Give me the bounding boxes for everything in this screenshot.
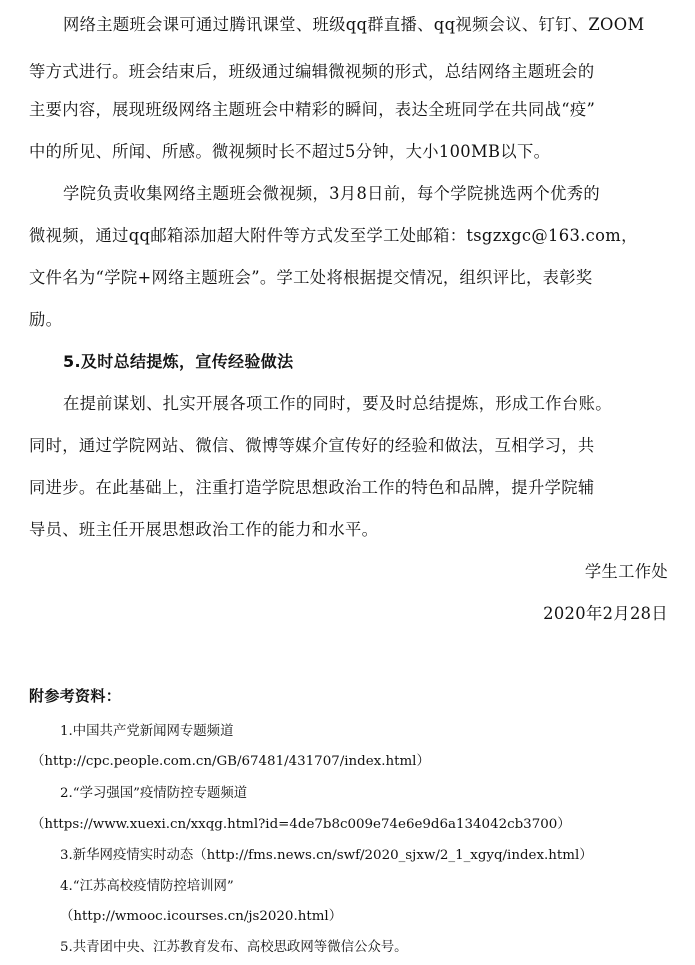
signature-date: 2020年2月28日 <box>543 604 668 623</box>
paragraph-2-line-1: 学院负责收集网络主题班会微视频，3月8日前，每个学院挑选两个优秀的 <box>63 184 600 203</box>
paragraph-3-line-2: 同时，通过学院网站、微信、微博等媒介宣传好的经验和做法，互相学习，共 <box>29 436 595 455</box>
reference-2-title: 2.“学习强国”疫情防控专题频道 <box>60 786 248 801</box>
reference-4-url[interactable]: （http://wmooc.icourses.cn/js2020.html） <box>60 909 343 924</box>
paragraph-2-line-2: 微视频，通过qq邮箱添加超大附件等方式发至学工处邮箱：tsgzxgc@163.com， <box>29 226 638 245</box>
appendix-title: 附参考资料： <box>29 687 122 705</box>
signature-org: 学生工作处 <box>584 562 668 581</box>
reference-1-url[interactable]: （http://cpc.people.com.cn/GB/67481/431707/index.html） <box>31 754 430 769</box>
paragraph-1-line-2: 等方式进行。班会结束后，班级通过编辑微视频的形式，总结网络主题班会的 <box>29 62 595 81</box>
paragraph-3-line-1: 在提前谋划、扎实开展各项工作的同时，要及时总结提炼，形成工作台账。 <box>63 394 612 413</box>
reference-5: 5.共青团中央、江苏教育发布、高校思政网等微信公众号。 <box>60 940 408 955</box>
reference-4-title: 4.“江苏高校疫情防控培训网” <box>60 879 234 894</box>
reference-3[interactable]: 3.新华网疫情实时动态（http://fms.news.cn/swf/2020_sjxw/2_1_xgyq/index.html） <box>60 848 593 863</box>
reference-2-url[interactable]: （https://www.xuexi.cn/xxqg.html?id=4de7b8c009e74e6e9d6a134042cb3700） <box>31 817 571 832</box>
paragraph-1-line-1: 网络主题班会课可通过腾讯课堂、班级qq群直播、qq视频会议、钉钉、ZOOM <box>63 15 645 34</box>
paragraph-2-line-4: 励。 <box>29 310 63 329</box>
reference-1-title: 1.中国共产党新闻网专题频道 <box>60 724 234 739</box>
section-heading-5: 5.及时总结提炼，宣传经验做法 <box>63 352 294 371</box>
paragraph-2-line-3: 文件名为“学院+网络主题班会”。学工处将根据提交情况，组织评比，表彰奖 <box>29 268 593 287</box>
paragraph-3-line-3: 同进步。在此基础上，注重打造学院思想政治工作的特色和品牌，提升学院辅 <box>29 478 595 497</box>
paragraph-1-line-4: 中的所见、所闻、所感。微视频时长不超过5分钟，大小100MB以下。 <box>29 142 551 161</box>
paragraph-1-line-3: 主要内容，展现班级网络主题班会中精彩的瞬间，表达全班同学在共同战“疫” <box>29 100 596 119</box>
paragraph-3-line-4: 导员、班主任开展思想政治工作的能力和水平。 <box>29 520 379 539</box>
